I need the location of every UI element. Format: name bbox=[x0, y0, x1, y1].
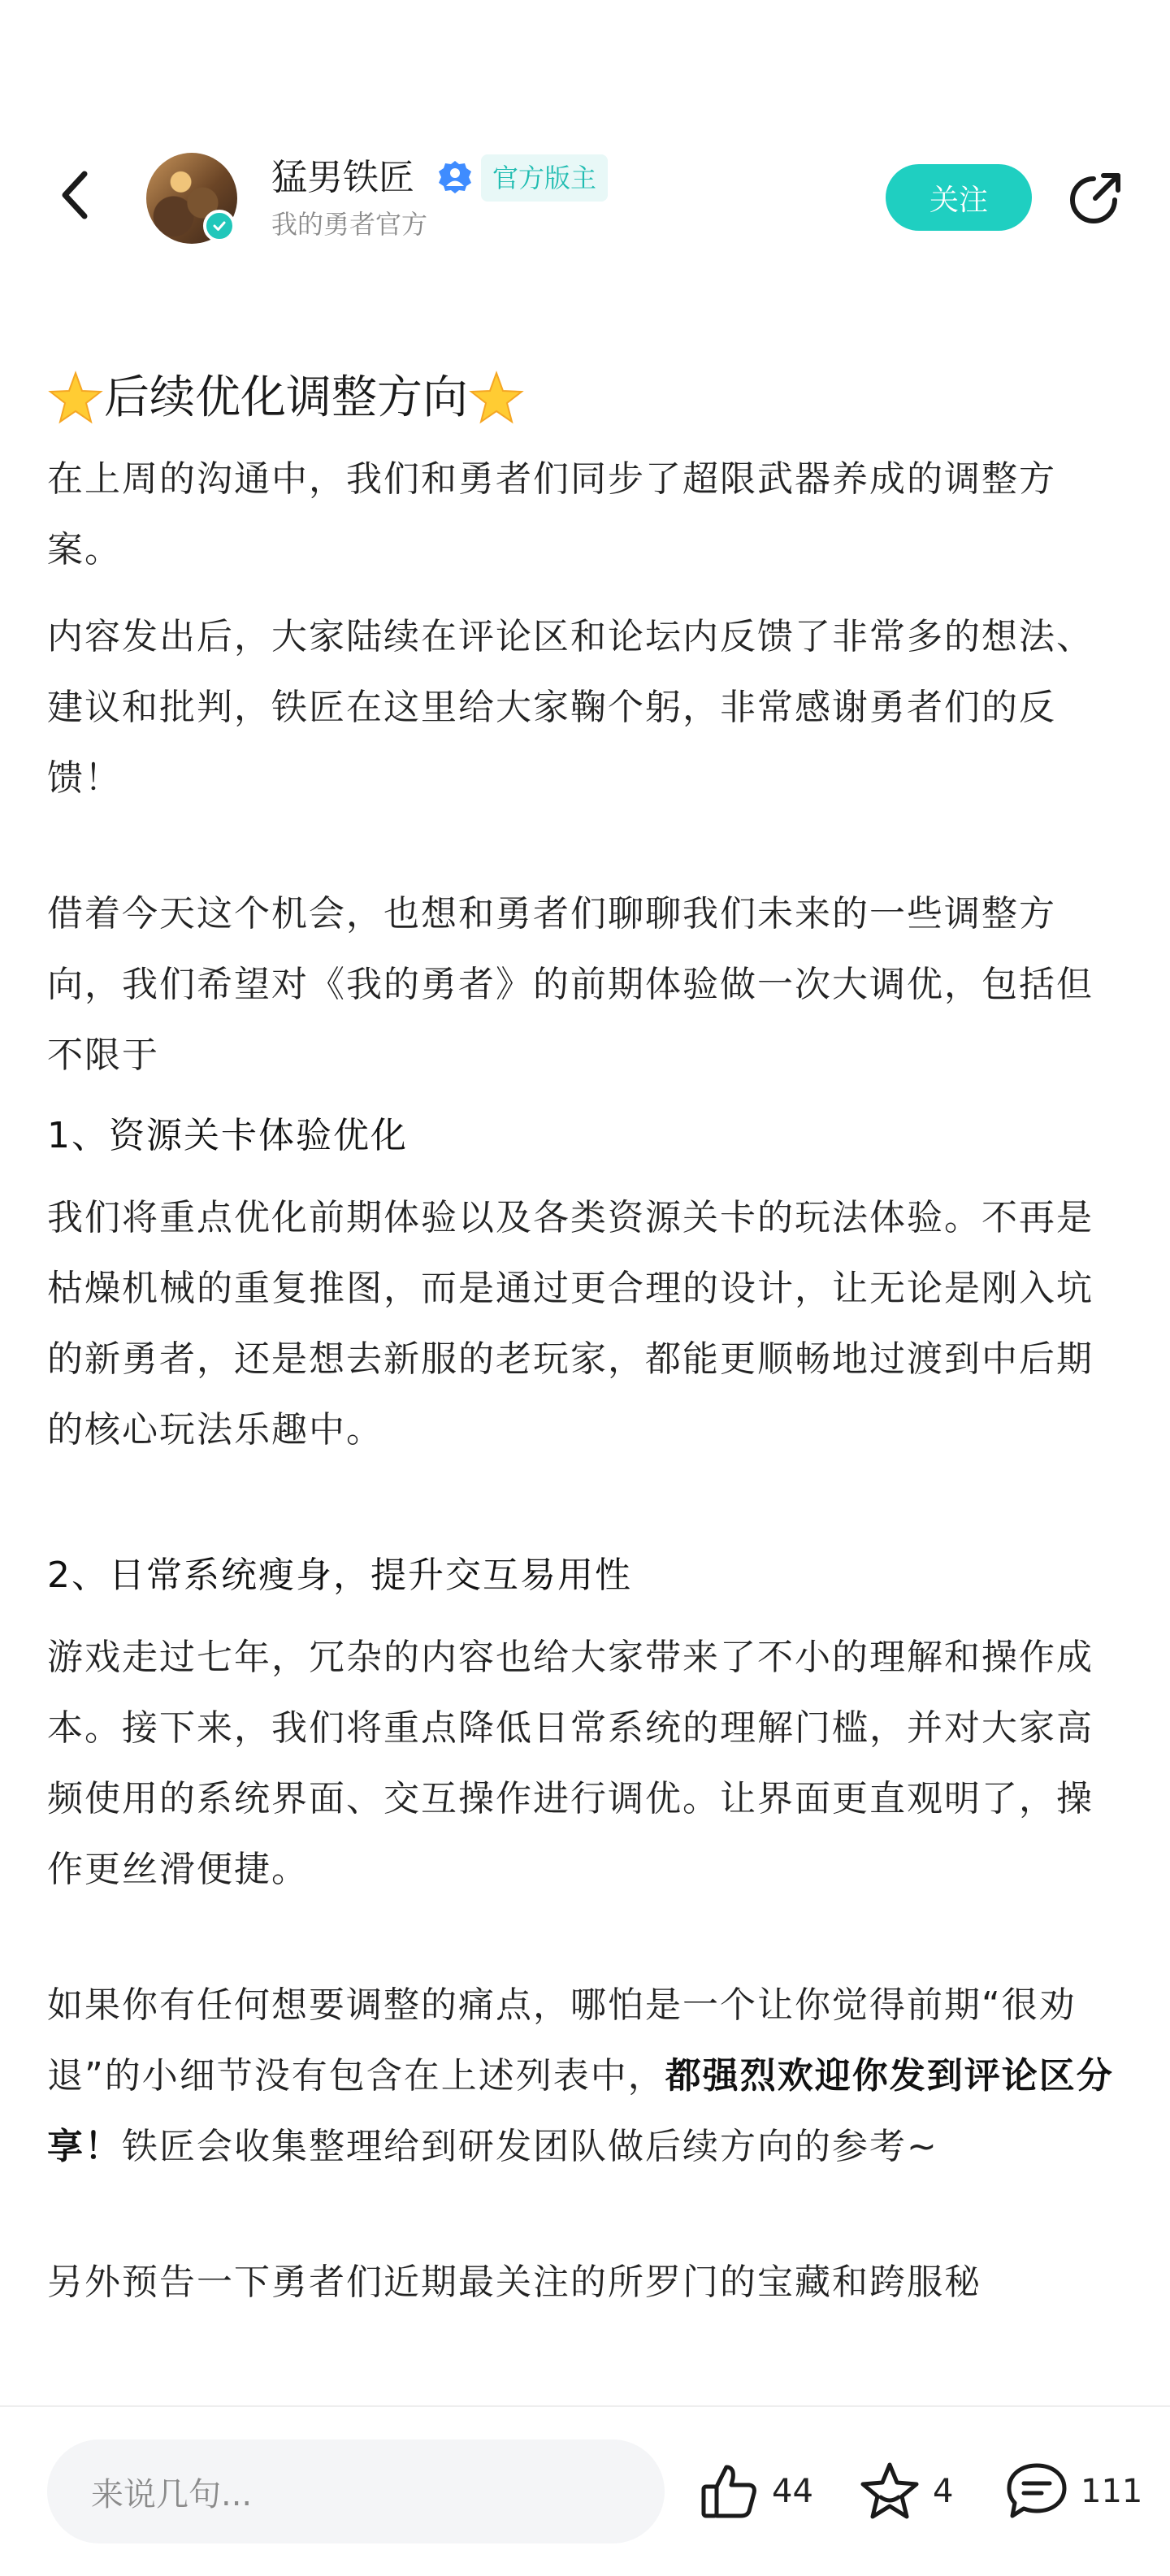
share-icon bbox=[1066, 169, 1124, 228]
article-title-text: 后续优化调整方向 bbox=[104, 371, 468, 424]
author-subtitle: 我的勇者官方 bbox=[271, 209, 428, 240]
spacer bbox=[47, 813, 1128, 878]
glowing-star-icon bbox=[468, 370, 525, 427]
back-arrow-icon bbox=[58, 169, 91, 221]
like-button[interactable] bbox=[699, 2459, 813, 2524]
favorite-button[interactable] bbox=[858, 2459, 953, 2524]
paragraph: 游戏走过七年，冗杂的内容也给大家带来了不小的理解和操作成本。接下来，我们将重点降低日常系统的理解门槛，并对大家高频使用的系统界面、交互操作进行调优。让界面更直观明了，操作更丝滑便捷。 bbox=[47, 1637, 1094, 1890]
author-name[interactable]: 猛男铁匠 bbox=[271, 157, 414, 198]
paragraph bbox=[47, 1970, 1128, 2182]
comment-bubble-icon bbox=[1004, 2461, 1069, 2522]
bottom-action-bar bbox=[0, 2405, 1170, 2576]
official-moderator-tag: 官方版主 bbox=[481, 154, 608, 202]
article-title bbox=[47, 358, 1128, 439]
share-button[interactable] bbox=[1064, 167, 1126, 229]
spacer bbox=[47, 2182, 1128, 2247]
like-count: 44 bbox=[772, 2473, 813, 2510]
article-body bbox=[47, 358, 1128, 2318]
section-heading: 1、资源关卡体验优化 bbox=[47, 1115, 408, 1156]
star-outline-icon bbox=[858, 2460, 921, 2523]
verified-badge-icon bbox=[437, 159, 473, 195]
spacer bbox=[47, 1465, 1128, 1530]
glowing-star-icon bbox=[47, 370, 104, 427]
verified-check-icon bbox=[203, 210, 236, 242]
paragraph-bold-text: 都强烈欢迎你发到评论区分享！ bbox=[47, 2055, 1114, 2167]
paragraph: 在上周的沟通中，我们和勇者们同步了超限武器养成的调整方案。 bbox=[47, 458, 1056, 570]
comment-count: 111 bbox=[1081, 2473, 1143, 2510]
paragraph-text: 如果你有任何想要调整的痛点，哪怕是一个让你觉得前期“很劝退”的小细节没有包含在上述列表中， bbox=[47, 1984, 1077, 2097]
comment-button[interactable] bbox=[1004, 2459, 1142, 2524]
favorite-count: 4 bbox=[933, 2473, 954, 2510]
spacer bbox=[47, 1905, 1128, 1970]
paragraph: 内容发出后，大家陆续在评论区和论坛内反馈了非常多的想法、建议和批判，铁匠在这里给大家鞠个躬，非常感谢勇者们的反馈！ bbox=[47, 616, 1094, 799]
bottom-fade bbox=[0, 2373, 1170, 2405]
section-heading: 2、日常系统瘦身，提升交互易用性 bbox=[47, 1555, 632, 1596]
back-button[interactable] bbox=[50, 163, 99, 228]
paragraph-text: 铁匠会收集整理给到研发团队做后续方向的参考~ bbox=[122, 2126, 938, 2167]
paragraph-partial: 另外预告一下勇者们近期最关注的所罗门的宝藏和跨服秘 bbox=[47, 2262, 982, 2303]
comment-input[interactable]: 来说几句... bbox=[47, 2439, 665, 2543]
paragraph: 借着今天这个机会，也想和勇者们聊聊我们未来的一些调整方向，我们希望对《我的勇者》的前期体验做一次大调优，包括但不限于 bbox=[47, 893, 1094, 1076]
post-header bbox=[0, 0, 1170, 268]
follow-button[interactable]: 关注 bbox=[886, 164, 1032, 231]
paragraph: 我们将重点优化前期体验以及各类资源关卡的玩法体验。不再是枯燥机械的重复推图，而是通过更合理的设计，让无论是刚入坑的新勇者，还是想去新服的老玩家，都能更顺畅地过渡到中后期的核心玩法乐趣中。 bbox=[47, 1197, 1094, 1451]
thumbs-up-icon bbox=[699, 2461, 760, 2522]
